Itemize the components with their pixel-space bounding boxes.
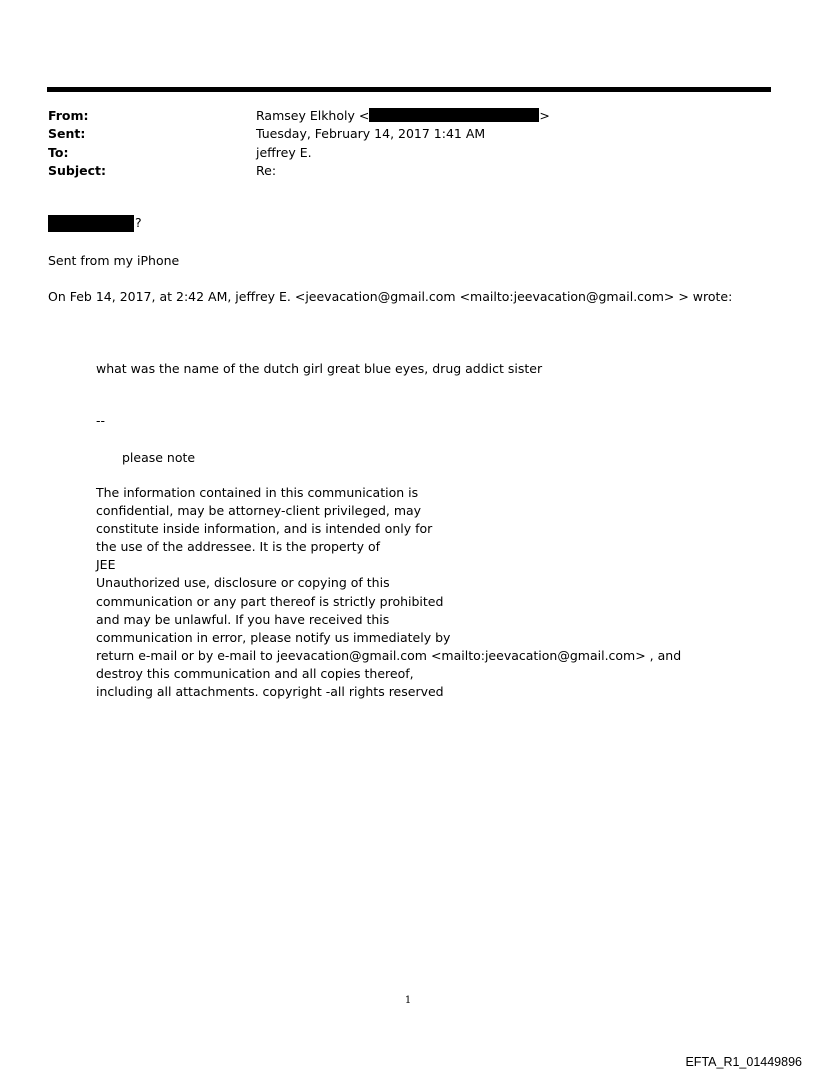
sent-value: Tuesday, February 14, 2017 1:41 AM <box>256 126 486 141</box>
disclaimer-line: and may be unlawful. If you have received this <box>96 611 390 627</box>
signature-separator: -- <box>96 413 106 428</box>
from-label: From: <box>48 108 89 123</box>
from-value <box>256 107 550 125</box>
subject-label: Subject: <box>48 163 106 178</box>
disclaimer-line: confidential, may be attorney-client privileged, may <box>96 503 422 519</box>
to-value: jeffrey E. <box>256 145 312 160</box>
subject-value: Re: <box>256 163 277 178</box>
disclaimer-line: Unauthorized use, disclosure or copying of this <box>96 575 390 591</box>
disclaimer-line: JEE <box>96 557 116 573</box>
signature: Sent from my iPhone <box>48 253 180 268</box>
page-number: 1 <box>404 995 412 1006</box>
from-close: > <box>539 108 550 123</box>
disclaimer-line: destroy this communication and all copies thereof, <box>96 665 414 681</box>
disclaimer-line: constitute inside information, and is intended only for <box>96 521 433 537</box>
disclaimer-line: communication or any part thereof is strictly prohibited <box>96 593 444 609</box>
disclaimer-line: return e-mail or by e-mail to jeevacation@gmail.com <mailto:jeevacation@gmail.com> , and <box>96 647 682 663</box>
quoted-message: what was the name of the dutch girl great blue eyes, drug addict sister <box>96 361 543 376</box>
reply-suffix: ? <box>135 215 142 230</box>
disclaimer-line: communication in error, please notify us immediately by <box>96 629 451 645</box>
disclaimer <box>96 484 681 701</box>
quote-intro: On Feb 14, 2017, at 2:42 AM, jeffrey E. <jeevacation@gmail.com <mailto:jeevacation@gmail.com> > wrote: <box>48 289 733 304</box>
document-id: EFTA_R1_01449896 <box>685 1055 802 1069</box>
redacted-email <box>369 108 539 122</box>
disclaimer-line: including all attachments. copyright -all rights reserved <box>96 684 444 700</box>
header-divider <box>47 87 771 92</box>
please-note: please note <box>122 450 196 465</box>
disclaimer-line: The information contained in this communication is <box>96 485 419 500</box>
from-name: Ramsey Elkholy < <box>256 108 370 123</box>
disclaimer-line: the use of the addressee. It is the property of <box>96 539 381 555</box>
to-label: To: <box>48 145 69 160</box>
redacted-reply-text <box>48 215 134 232</box>
sent-label: Sent: <box>48 126 86 141</box>
